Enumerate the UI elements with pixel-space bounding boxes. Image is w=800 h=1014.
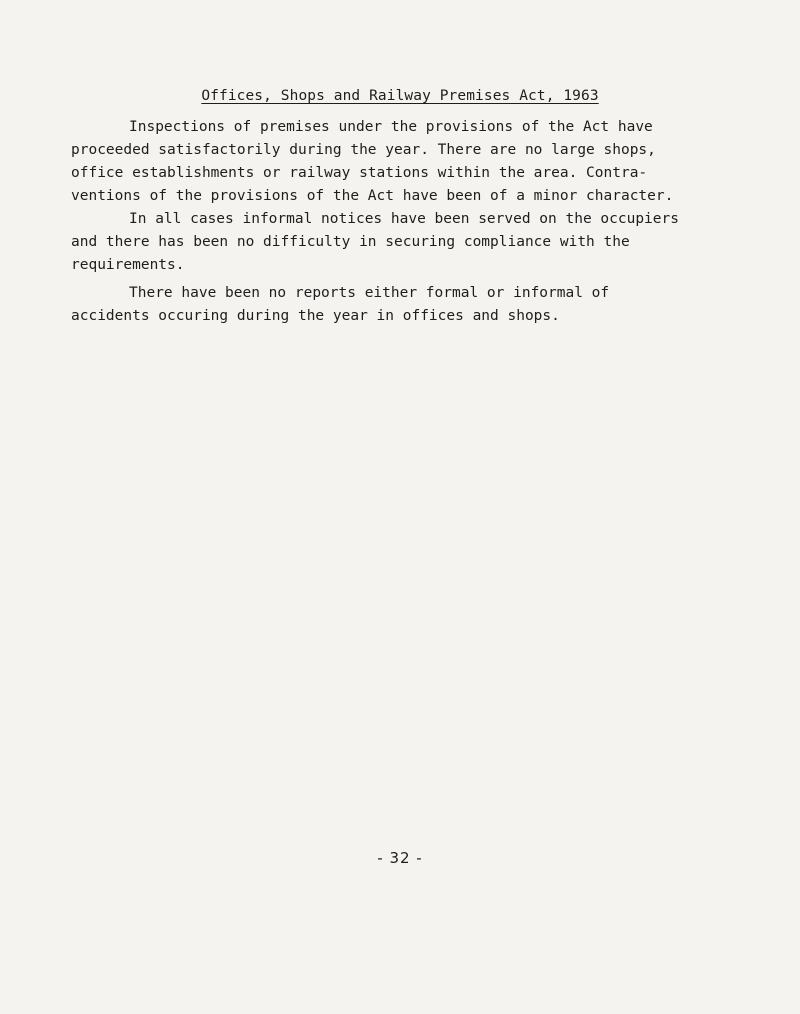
paragraph-inspections [71, 116, 771, 208]
paragraph-accidents [71, 282, 771, 328]
paragraph-line: In all cases informal notices have been served on the occupiers [129, 211, 679, 227]
paragraph-line: proceeded satisfactorily during the year. There are no large shops, [71, 142, 656, 158]
page-title: Offices, Shops and Railway Premises Act, 1963 [201, 88, 599, 104]
paragraph-line: and there has been no difficulty in securing compliance with the [71, 234, 630, 250]
paragraph-line: office establishments or railway stations within the area. Contra- [71, 165, 648, 181]
page-number: - 32 - [377, 849, 423, 867]
paragraph-line: accidents occuring during the year in offices and shops. [71, 308, 560, 324]
paragraph-line: ventions of the provisions of the Act have been of a minor character. [71, 188, 674, 204]
paragraph-line: There have been no reports either formal or informal of [129, 285, 610, 301]
paragraph-informal-notices [71, 208, 771, 277]
paragraph-line: requirements. [71, 257, 185, 273]
paragraph-line: Inspections of premises under the provisions of the Act have [129, 119, 653, 135]
